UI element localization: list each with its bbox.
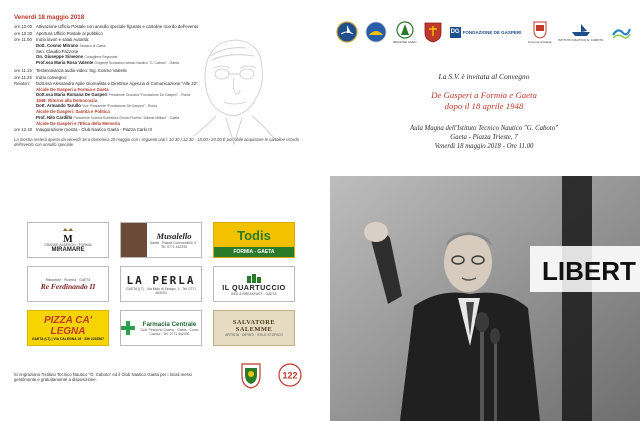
program-time: ore 10.30 (14, 30, 33, 36)
portrait-sketch-icon (176, 26, 276, 146)
program-line: Dirigente Scolastico Istituto Nautico "G. Caboto" - Gaeta (94, 61, 179, 66)
program-time: ore 10.00 (14, 24, 33, 29)
comune-logo (528, 21, 552, 44)
ship-icon (570, 23, 592, 37)
sponsor-sub: GRANDE ALBERGO · FORMIA (44, 243, 92, 247)
sponsor-name: PIZZA CA' LEGNA (43, 315, 93, 337)
sponsor-name: Todis (237, 227, 271, 243)
sponsor-name: SALVATORE SALEMME (232, 319, 276, 333)
caboto-label: ISTITUTO NAUTICO G. CABOTO (558, 37, 604, 42)
program-line: 1948: Ritorno alla Democrazia (36, 97, 98, 103)
banner-text: LIBERT (542, 256, 636, 286)
sponsor-sub: BED & BREAKFAST - GAETA (231, 291, 277, 296)
caboto-logo (558, 23, 603, 42)
program-line: Vice Presidente "Fondazione De Gasperi" - Roma (82, 104, 157, 109)
sponsor-musa (120, 222, 202, 258)
invitation-intro: La S.V. è invitata al Convegno (438, 72, 530, 81)
exhibition-note: La mostra resterà aperta da venerdì 18 a domenica 20 maggio con i seguenti orari: 10.30 / 12.30 - 18.00 / 20.00 È possibile acquistare le cartoline ricordo dell'evento con annullo speciale. (14, 136, 299, 148)
club-nautico-logo (336, 21, 358, 43)
speaker-photo-icon (330, 176, 640, 421)
program-time (14, 121, 36, 126)
conference-title-line1: De Gasperi a Formia e Gaeta (431, 90, 537, 100)
program-line: Dott. Cosmo Mitrano (36, 42, 79, 48)
thanks-note: Si ringraziano l'Istituto Tecnico Nautico "G. Caboto" ed il Club Nautico Gaeta per i locali messi gentilmente e gratuitamente a disposizione. (14, 372, 192, 383)
program-time: ore 11.00 (14, 37, 32, 43)
sponsor-name: Farmacia Centrale (142, 320, 197, 328)
program-line: Dott. Armando Tarullo (36, 103, 81, 109)
regione-logo (393, 21, 416, 44)
event-datetime: Venerdì 18 maggio 2018 - Ore 11.00 (434, 143, 534, 151)
sponsor-name: LA PERLA (126, 273, 196, 287)
sponsor-farmacia (120, 310, 202, 346)
wave-logo-icon (610, 21, 632, 43)
program-line: Inizio lavori e saluti Autorità: (36, 37, 90, 43)
regione-label: REGIONE LAZIO (393, 39, 417, 44)
crest-badge-icon (242, 364, 260, 388)
sponsor-sub: ARTISTA · DIPINTI · STILE STORICO (225, 333, 283, 337)
program-line: Consigliere Regionale (84, 55, 118, 60)
program-date: Venerdì 18 maggio 2018 (14, 14, 85, 21)
program-time: ore 11.25 (14, 74, 32, 80)
venue-name: Aula Magna dell'Istituto Tecnico Nautico "G. Caboto" (410, 125, 558, 132)
anniversary-badge-icon (279, 364, 301, 386)
sponsor-sub: GAETA (LT) - Via Molo di Serapo, 1 · Tel. 0771 464003 (125, 286, 197, 295)
historical-photo (330, 176, 640, 421)
partner-logos (336, 12, 632, 52)
sponsor-name: Re Ferdinando II (40, 281, 96, 291)
program-line: Sindaco di Gaeta (79, 43, 106, 48)
sponsor-grid (27, 222, 295, 346)
program-line: Presidente Società Scientifica Onorio Fiorello "Alfredo Milliani" - Gaeta (73, 115, 180, 120)
program-line: Alcide De Gasperi e l'Etica della Memoria (36, 120, 120, 126)
crown-m-icon (60, 227, 76, 243)
program-time (14, 60, 36, 66)
program-line: Sen. Claudio Fazzone (36, 48, 79, 54)
sponsor-salemme (213, 310, 295, 346)
bottom-badges (238, 360, 308, 390)
sponsor-sub: Dott. Peconzio Cosmo · Gaeta - Corso Cavour · Tel. 0771 462496 (140, 327, 199, 336)
pharmacy-cross-icon (121, 321, 135, 335)
sponsor-sub: GAETA (LT) | VIA CALEGNA 16 · 339 2232567 (31, 337, 105, 341)
sponsor-quartuccio (213, 266, 295, 302)
sponsor-pizza-ca-legna (27, 310, 109, 346)
program-line: Prof.ssa Maria Rosa Valente (36, 60, 94, 66)
conference-title-line2: dopo il 18 aprile 1948 (444, 101, 524, 111)
poste-logo (365, 21, 387, 43)
sponsor-sub: Ristorante · Pizzeria · GAETA (45, 277, 91, 282)
program-line: figurato e cartoline ricordo dell'evento (126, 24, 199, 29)
program-line: Presidente Onoraria "Fondazione De Gasperi" - Roma (108, 92, 191, 97)
program-line: Inaugurazione mostra - Club Nautico Gaeta - Piazza Carlo III (36, 127, 152, 133)
fondazione-label: FONDAZIONE DE GASPERI (462, 29, 522, 35)
provincia-logo (423, 21, 443, 43)
lega-logo (610, 21, 632, 43)
comune-label: Comune di Gaeta (527, 39, 552, 44)
sponsor-name: Musalello (156, 231, 192, 241)
program-line: Testimonianza audio-video: Sig. Cosmo Valente (36, 67, 127, 73)
program-line: On. Giuseppe Simeone (36, 54, 84, 60)
sponsor-name: MIRAMARE (51, 247, 85, 253)
sponsor-todis (213, 222, 295, 258)
program-time: Relatori: (14, 81, 31, 87)
program-line: Inizio convegno: (36, 74, 68, 80)
sponsor-miramare (27, 222, 109, 258)
program-line: Prof. Nilo Cardillo (36, 114, 73, 120)
program-line: Alcide De Gasperi a Formia e Gaeta (36, 86, 109, 92)
portrait-thumbnail (121, 223, 147, 257)
program-line: Apertura Ufficio Postale al pubblico (36, 30, 103, 36)
sponsor-pizzeria (27, 266, 109, 302)
poste-icon (365, 21, 387, 43)
sponsor-name: IL QUARTUCCIO (222, 282, 286, 292)
program-time: ore 12.40 (14, 127, 33, 133)
fondazione-mark: DG (450, 27, 461, 38)
program-line: Dott.ssa Maria Romana De Gasperi (36, 91, 108, 97)
badge-number: 122 (282, 370, 298, 381)
miramare-mark: M (63, 234, 73, 243)
program-line: Alcide De Gasperi: Santità e Politica (36, 109, 110, 115)
regione-lazio-icon (396, 21, 414, 39)
program-line: Giornalista e Direttrice Agenzia di Comunicazione "Alle 22" (85, 81, 198, 87)
program-line: Dott.ssa Alessandra Apile (36, 81, 85, 87)
program-line: Attivazione Ufficio Postale con annullo speciale (36, 24, 126, 29)
program-time: ore 11.15 (14, 67, 32, 73)
sponsor-sub: Gaeta - Piazza Commestibili, 6 · Tel. 0771 462296 (149, 241, 199, 249)
fondazione-logo (450, 27, 522, 38)
invitation-block (336, 72, 632, 152)
club-nautico-icon (336, 21, 358, 43)
comune-crest-icon (533, 21, 547, 39)
venue-address: Gaeta - Piazza Trieste, 7 (450, 134, 518, 142)
sponsor-la-perla (120, 266, 202, 302)
building-icon (246, 273, 262, 283)
sponsor-sub: FORMIA - GAETA (214, 247, 294, 257)
crest-icon (423, 21, 443, 43)
